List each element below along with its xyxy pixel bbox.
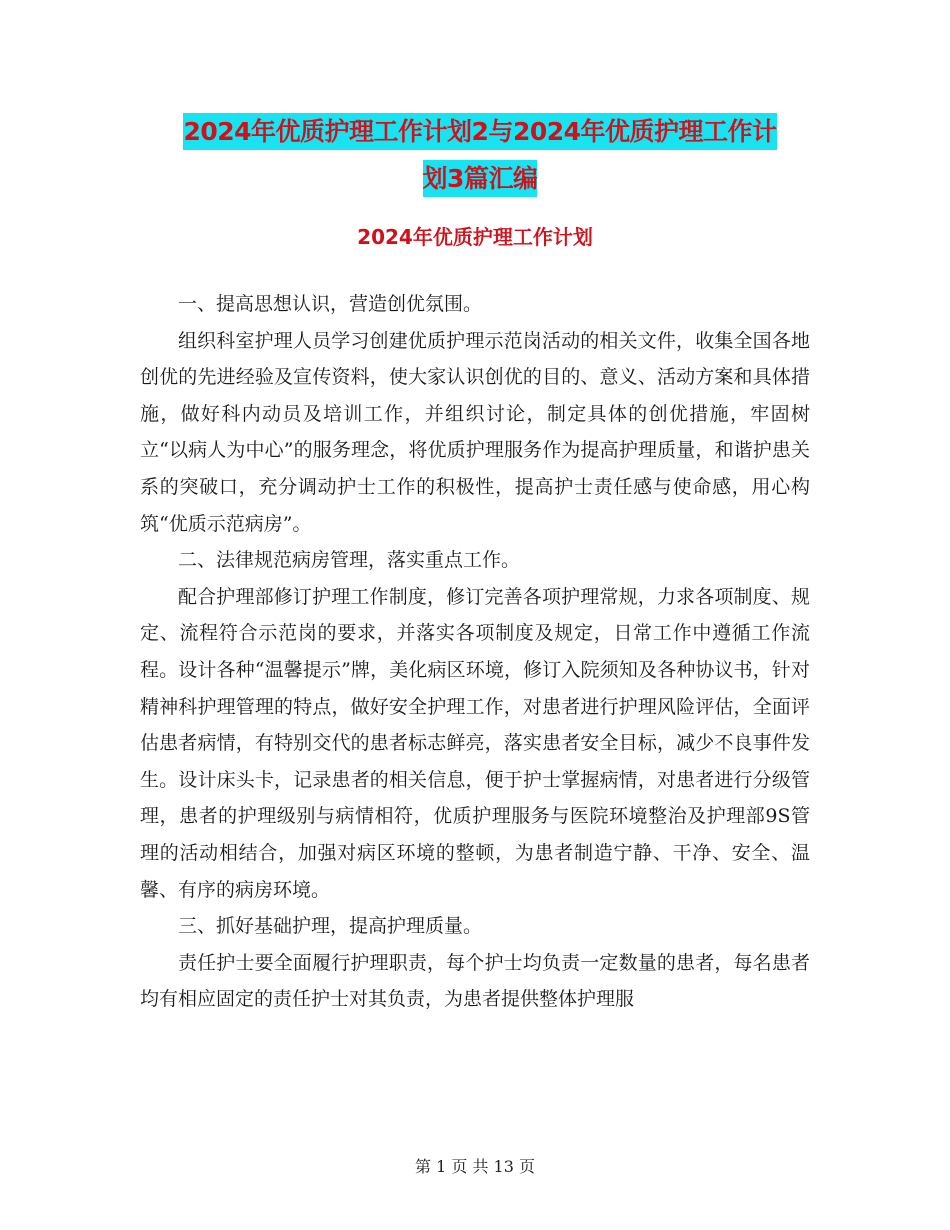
title-line-1: 2024年优质护理工作计划2与2024年优质护理工作计 — [183, 113, 776, 150]
heading-paragraph-3: 三、抓好基础护理，提高护理质量。 — [178, 915, 483, 938]
body-paragraph-3: 责任护士要全面履行护理职责，每个护士均负责一定数量的患者，每名患者均有相应固定的责任护士对其负责，为患者提供整体护理服 — [140, 951, 810, 1011]
page-footer: 第 1 页 共 13 页 — [415, 1157, 535, 1176]
body-paragraph-1: 组织科室护理人员学习创建优质护理示范岗活动的相关文件，收集全国各地创优的先进经验及宣传资料，使大家认识创优的目的、意义、活动方案和具体措施，做好科内动员及培训工作，并组织讨论，制定具体的创优措施，牢固树立“以病人为中心”的服务理念，将优质护理服务作为提高护理质量，和谐护患关系的突破口，充分调动护士工作的积极性，提高护士责任感与使命感，用心构筑“优质示范病房”。 — [140, 329, 810, 535]
body-text — [140, 286, 810, 1018]
section-heading: 2024年优质护理工作计划 — [357, 225, 593, 249]
document-title — [140, 108, 820, 202]
body-paragraph-2: 配合护理部修订护理工作制度，修订完善各项护理常规，力求各项制度、规定、流程符合示范岗的要求，并落实各项制度及规定，日常工作中遵循工作流程。设计各种“温馨提示”牌，美化病区环境，修订入院须知及各种协议书，针对精神科护理管理的特点，做好安全护理工作，对患者进行护理风险评估，全面评估患者病情，有特别交代的患者标志鲜亮，落实患者安全目标，减少不良事件发生。设计床头卡，记录患者的相关信息，便于护士掌握病情，对患者进行分级管理，患者的护理级别与病情相符，优质护理服务与医院环境整治及护理部9S管理的活动相结合，加强对病区环境的整顿，为患者制造宁静、干净、安全、温馨、有序的病房环境。 — [140, 585, 810, 901]
title-line-2: 划3篇汇编 — [423, 160, 538, 197]
heading-paragraph-1: 一、提高思想认识，营造创优氛围。 — [178, 293, 483, 315]
heading-paragraph-2: 二、法律规范病房管理，落实重点工作。 — [178, 549, 521, 572]
